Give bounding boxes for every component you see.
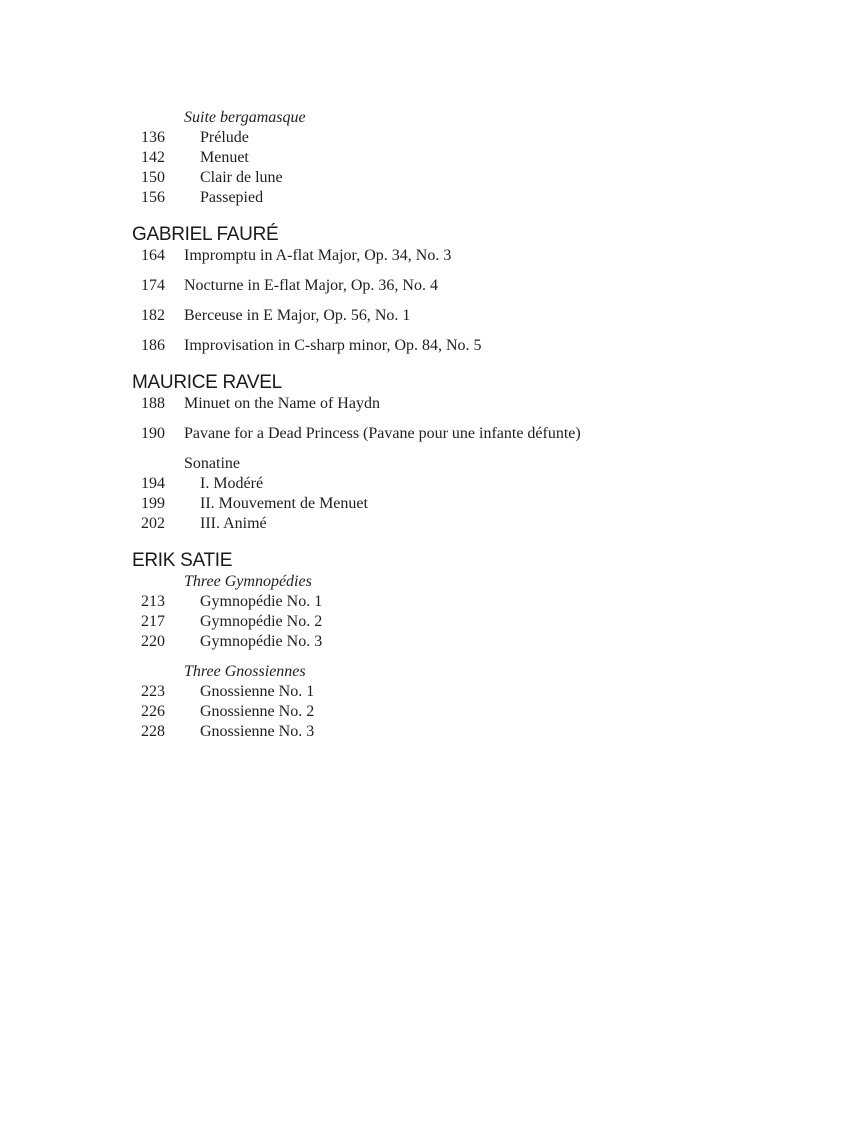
- page-number: 223: [141, 683, 165, 700]
- section-ravel: [132, 372, 772, 534]
- toc-entry[interactable]: [132, 722, 772, 742]
- piece-title: Gnossienne No. 1: [200, 683, 315, 700]
- toc-entry[interactable]: [132, 306, 772, 326]
- toc-entry[interactable]: [132, 424, 772, 444]
- piece-title: Gymnopédie No. 3: [200, 633, 323, 650]
- table-of-contents: [132, 108, 772, 742]
- suite-title: Three Gymnopédies: [184, 573, 312, 590]
- piece-title: Gymnopédie No. 2: [200, 613, 323, 630]
- toc-entry[interactable]: [132, 592, 772, 612]
- section-debussy-continued: [132, 108, 772, 208]
- page-number: 156: [141, 189, 165, 206]
- toc-entry[interactable]: [132, 188, 772, 208]
- piece-title: Gymnopédie No. 1: [200, 593, 323, 610]
- suite-title: Three Gnossiennes: [184, 663, 306, 680]
- piece-title: Minuet on the Name of Haydn: [184, 395, 380, 412]
- composer-heading: ERIK SATIE: [132, 550, 233, 571]
- piece-title: II. Mouvement de Menuet: [200, 495, 368, 512]
- page-number: 228: [141, 723, 165, 740]
- piece-title: Improvisation in C-sharp minor, Op. 84, No. 5: [184, 337, 482, 354]
- section-faure: [132, 224, 772, 356]
- page-number: 199: [141, 495, 165, 512]
- toc-entry[interactable]: [132, 514, 772, 534]
- toc-entry[interactable]: [132, 474, 772, 494]
- page-number: 190: [141, 425, 165, 442]
- piece-title: Berceuse in E Major, Op. 56, No. 1: [184, 307, 411, 324]
- page-number: 150: [141, 169, 165, 186]
- page-number: 194: [141, 475, 165, 492]
- piece-title: Menuet: [200, 149, 249, 166]
- toc-entry[interactable]: [132, 168, 772, 188]
- piece-title: Prélude: [200, 129, 249, 146]
- piece-title: Nocturne in E-flat Major, Op. 36, No. 4: [184, 277, 438, 294]
- suite-title: Suite bergamasque: [184, 109, 306, 126]
- piece-title: Pavane for a Dead Princess (Pavane pour une infante défunte): [184, 425, 581, 442]
- page-number: 142: [141, 149, 165, 166]
- piece-title: Gnossienne No. 2: [200, 703, 315, 720]
- piece-title: Gnossienne No. 3: [200, 723, 315, 740]
- page-number: 188: [141, 395, 165, 412]
- toc-entry[interactable]: [132, 336, 772, 356]
- toc-entry[interactable]: [132, 148, 772, 168]
- piece-title: I. Modéré: [200, 475, 264, 492]
- page-number: 220: [141, 633, 165, 650]
- piece-title: Passepied: [200, 189, 264, 206]
- toc-entry[interactable]: [132, 494, 772, 514]
- page-number: 226: [141, 703, 165, 720]
- page-number: 164: [141, 247, 165, 264]
- toc-entry[interactable]: [132, 632, 772, 652]
- toc-entry[interactable]: [132, 246, 772, 266]
- suite-title: Sonatine: [184, 455, 240, 472]
- page-number: 202: [141, 515, 165, 532]
- page-number: 182: [141, 307, 165, 324]
- piece-title: Impromptu in A-flat Major, Op. 34, No. 3: [184, 247, 452, 264]
- piece-title: Clair de lune: [200, 169, 283, 186]
- toc-entry[interactable]: [132, 276, 772, 296]
- composer-heading: MAURICE RAVEL: [132, 372, 282, 393]
- toc-entry[interactable]: [132, 128, 772, 148]
- toc-entry[interactable]: [132, 394, 772, 414]
- page-number: 136: [141, 129, 165, 146]
- page-number: 213: [141, 593, 165, 610]
- toc-entry[interactable]: [132, 612, 772, 632]
- page-number: 174: [141, 277, 165, 294]
- toc-entry[interactable]: [132, 682, 772, 702]
- piece-title: III. Animé: [200, 515, 267, 532]
- section-satie: [132, 550, 772, 742]
- composer-heading: GABRIEL FAURÉ: [132, 224, 279, 245]
- page-number: 186: [141, 337, 165, 354]
- toc-entry[interactable]: [132, 702, 772, 722]
- page-number: 217: [141, 613, 165, 630]
